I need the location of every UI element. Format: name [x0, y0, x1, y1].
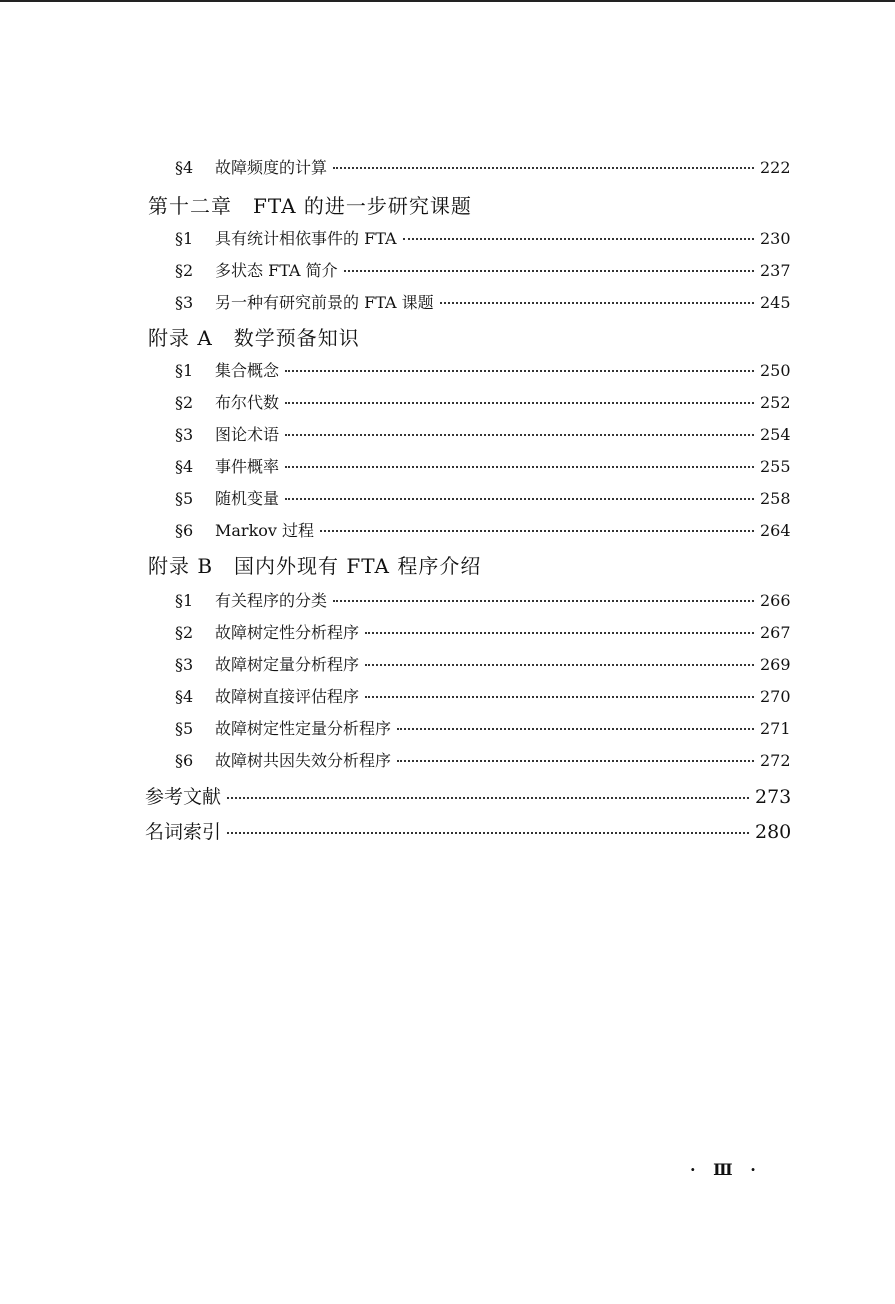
section-number: §1: [175, 229, 194, 248]
page-number: 222: [760, 158, 791, 177]
page-number: 271: [760, 719, 791, 738]
section-number: §5: [175, 489, 194, 508]
page-number: 230: [760, 229, 791, 248]
toc-entry: [175, 486, 790, 509]
dot-leader: [227, 831, 749, 834]
toc-entry: [175, 620, 790, 643]
dot-leader: [365, 663, 754, 666]
page-number: 245: [760, 293, 791, 312]
entry-title: 故障树直接评估程序: [215, 687, 360, 706]
chapter-heading: [148, 190, 472, 219]
entry-title: 名词索引: [145, 821, 222, 843]
entry-title: 图论术语: [215, 425, 280, 444]
chapter-title: 第十二章 FTA 的进一步研究课题: [148, 194, 472, 218]
toc-entry: [175, 716, 790, 739]
section-number: §2: [175, 623, 194, 642]
entry-title: 另一种有研究前景的 FTA 课题: [215, 293, 434, 312]
entry-title: 故障树定量分析程序: [215, 655, 360, 674]
dot-leader: [365, 695, 754, 698]
section-number: §4: [175, 158, 194, 177]
section-number: §4: [175, 687, 194, 706]
page-number: 250: [760, 361, 791, 380]
toc-entry: [175, 258, 790, 281]
toc-entry: [175, 518, 790, 541]
page-number: 280: [755, 821, 792, 843]
section-number: §4: [175, 457, 194, 476]
top-border-line: [0, 0, 895, 2]
page-number: 264: [760, 521, 791, 540]
page-number: 258: [760, 489, 791, 508]
section-number: §3: [175, 293, 194, 312]
entry-title: 参考文献: [145, 786, 222, 808]
dot-leader: [333, 599, 754, 602]
page-number: 255: [760, 457, 791, 476]
dot-leader: [285, 433, 754, 436]
entry-title: 故障树定性分析程序: [215, 623, 360, 642]
toc-entry: [175, 422, 790, 445]
section-number: §2: [175, 261, 194, 280]
toc-entry: [145, 782, 792, 809]
entry-title: 多状态 FTA 简介: [215, 261, 338, 280]
page-number: 237: [760, 261, 791, 280]
toc-entry: [175, 358, 790, 381]
section-number: §1: [175, 361, 194, 380]
toc-entry: [175, 390, 790, 413]
entry-title: 故障树定性定量分析程序: [215, 719, 392, 738]
entry-title: 集合概念: [215, 361, 280, 380]
toc-entry: [175, 652, 790, 675]
entry-title: 有关程序的分类: [215, 591, 328, 610]
section-number: §3: [175, 425, 194, 444]
dot-leader: [285, 369, 754, 372]
page-number: 270: [760, 687, 791, 706]
page-number: 273: [755, 786, 792, 808]
dot-leader: [397, 759, 754, 762]
entry-title: 故障频度的计算: [215, 158, 328, 177]
entry-title: 故障树共因失效分析程序: [215, 751, 392, 770]
toc-entry: [145, 817, 792, 844]
entry-title: 事件概率: [215, 457, 280, 476]
dot-leader: [365, 631, 754, 634]
toc-entry: [175, 155, 790, 178]
toc-entry: [175, 684, 790, 707]
entry-title: Markov 过程: [215, 521, 315, 540]
dot-leader: [333, 166, 754, 169]
page-folio: · Ⅲ ·: [690, 1160, 762, 1179]
page-number: 254: [760, 425, 791, 444]
chapter-heading: [148, 550, 481, 579]
chapter-heading: [148, 322, 360, 351]
toc-entry: [175, 588, 790, 611]
section-number: §2: [175, 393, 194, 412]
dot-leader: [285, 497, 754, 500]
chapter-title: 附录 A 数学预备知识: [148, 326, 360, 350]
dot-leader: [397, 727, 754, 730]
entry-title: 布尔代数: [215, 393, 280, 412]
toc-entry: [175, 226, 790, 249]
page-number: 269: [760, 655, 791, 674]
section-number: §5: [175, 719, 194, 738]
page-number: 272: [760, 751, 791, 770]
entry-title: 具有统计相依事件的 FTA: [215, 229, 397, 248]
section-number: §6: [175, 751, 194, 770]
dot-leader: [285, 465, 754, 468]
dot-leader: [285, 401, 754, 404]
section-number: §6: [175, 521, 194, 540]
dot-leader: [403, 237, 754, 240]
toc-entry: [175, 290, 790, 313]
chapter-title: 附录 B 国内外现有 FTA 程序介绍: [148, 554, 482, 578]
toc-entry: [175, 454, 790, 477]
page-number: 266: [760, 591, 791, 610]
dot-leader: [227, 796, 749, 799]
page-number: 252: [760, 393, 791, 412]
entry-title: 随机变量: [215, 489, 280, 508]
toc-entry: [175, 748, 790, 771]
dot-leader: [320, 529, 754, 532]
dot-leader: [440, 301, 754, 304]
section-number: §3: [175, 655, 194, 674]
dot-leader: [344, 269, 754, 272]
page-number: 267: [760, 623, 791, 642]
section-number: §1: [175, 591, 194, 610]
